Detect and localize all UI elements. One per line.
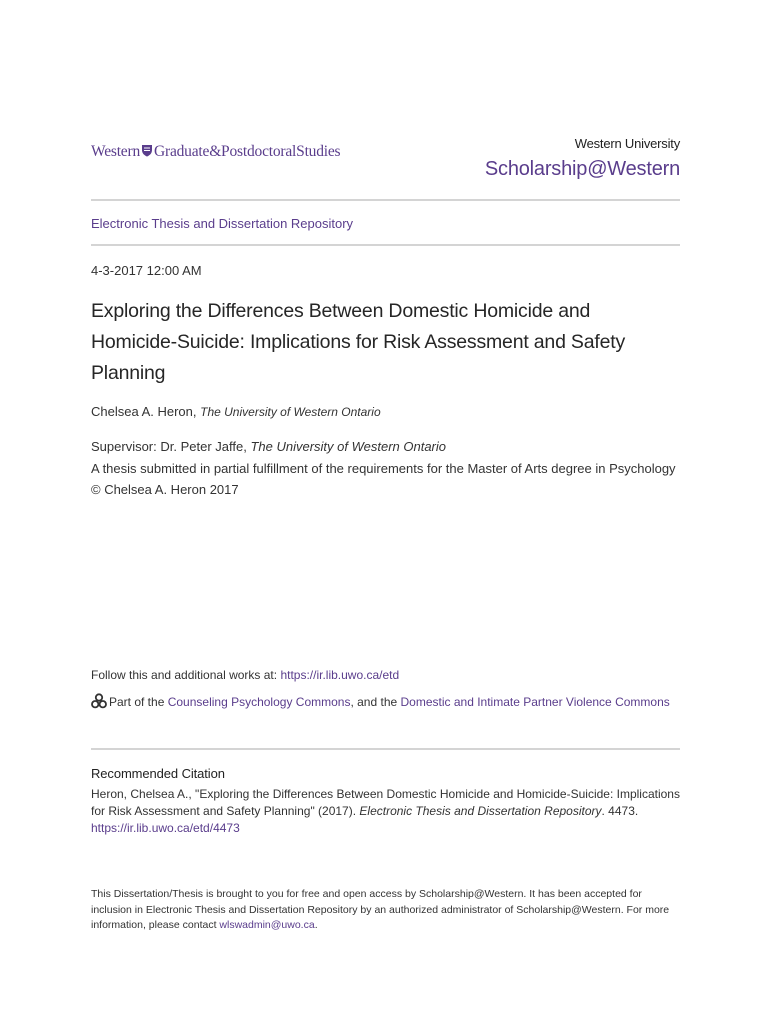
thesis-title[interactable]: Exploring the Differences Between Domestic Homicide and Homicide-Suicide: Implications for Risk Assessment and Safety Planning: [91, 300, 626, 384]
footer-notice: [91, 887, 680, 934]
author-line: [91, 404, 381, 419]
citation-number: . 4473.: [601, 804, 639, 818]
network-icon: [91, 693, 107, 709]
part-of-prefix: Part of the: [109, 695, 168, 709]
divider-top: [91, 199, 680, 201]
divider-mid: [91, 244, 680, 246]
author-affiliation: The University of Western Ontario: [200, 405, 381, 419]
supervisor-line: [91, 436, 680, 458]
contact-email-link[interactable]: wlswadmin@uwo.ca: [219, 919, 315, 931]
part-of-middle: , and the: [350, 695, 401, 709]
author-name[interactable]: Chelsea A. Heron,: [91, 404, 201, 419]
logo-graduate-text: Graduate&PostdoctoralStudies: [154, 143, 341, 160]
etd-collection-link[interactable]: https://ir.lib.uwo.ca/etd: [280, 668, 400, 682]
domestic-violence-commons-link[interactable]: Domestic and Intimate Partner Violence Commons: [400, 695, 670, 709]
header: [91, 132, 680, 184]
part-of-line: [91, 692, 671, 714]
citation-series: Electronic Thesis and Dissertation Repository: [359, 804, 602, 818]
graduate-studies-logo[interactable]: [91, 143, 340, 161]
footer-text: This Dissertation/Thesis is brought to you for free and open access by Scholarship@Western. It has been accepted for inclusion in Electronic Thesis and Dissertation Repository by an authorized administrator of Scholarship@Western. For more information, please contact: [91, 888, 670, 931]
copyright-line: © Chelsea A. Heron 2017: [91, 482, 239, 497]
scholarship-western-link[interactable]: Scholarship@Western: [484, 158, 680, 180]
citation-text: Heron, Chelsea A., "Exploring the Differences Between Domestic Homicide and Homicide-Suicide: Implications for Risk Assessment and Safety Planning" (2017).: [91, 787, 680, 818]
counseling-psychology-commons-link[interactable]: Counseling Psychology Commons: [167, 695, 351, 709]
supervisor-affiliation: The University of Western Ontario: [250, 439, 447, 454]
university-name[interactable]: Western University: [574, 136, 680, 151]
logo-western-text: Western: [91, 143, 140, 160]
repository-link[interactable]: Electronic Thesis and Dissertation Repository: [91, 216, 354, 231]
citation-url-link[interactable]: https://ir.lib.uwo.ca/etd/4473: [91, 821, 240, 835]
follow-text: Follow this and additional works at:: [91, 668, 281, 682]
western-crest-icon: [141, 144, 153, 157]
supervisor-name: Supervisor: Dr. Peter Jaffe,: [91, 439, 251, 454]
recommended-citation-heading: Recommended Citation: [91, 766, 225, 781]
citation-block: [91, 786, 680, 837]
divider-bottom: [91, 748, 680, 750]
thesis-meta: [91, 436, 680, 501]
footer-end: .: [314, 919, 318, 931]
follow-line: [91, 668, 399, 682]
publication-date: 4-3-2017 12:00 AM: [91, 263, 202, 278]
thesis-note: A thesis submitted in partial fulfillment of the requirements for the Master of Arts degree in Psychology: [91, 460, 676, 476]
cover-page: [91, 0, 680, 1024]
